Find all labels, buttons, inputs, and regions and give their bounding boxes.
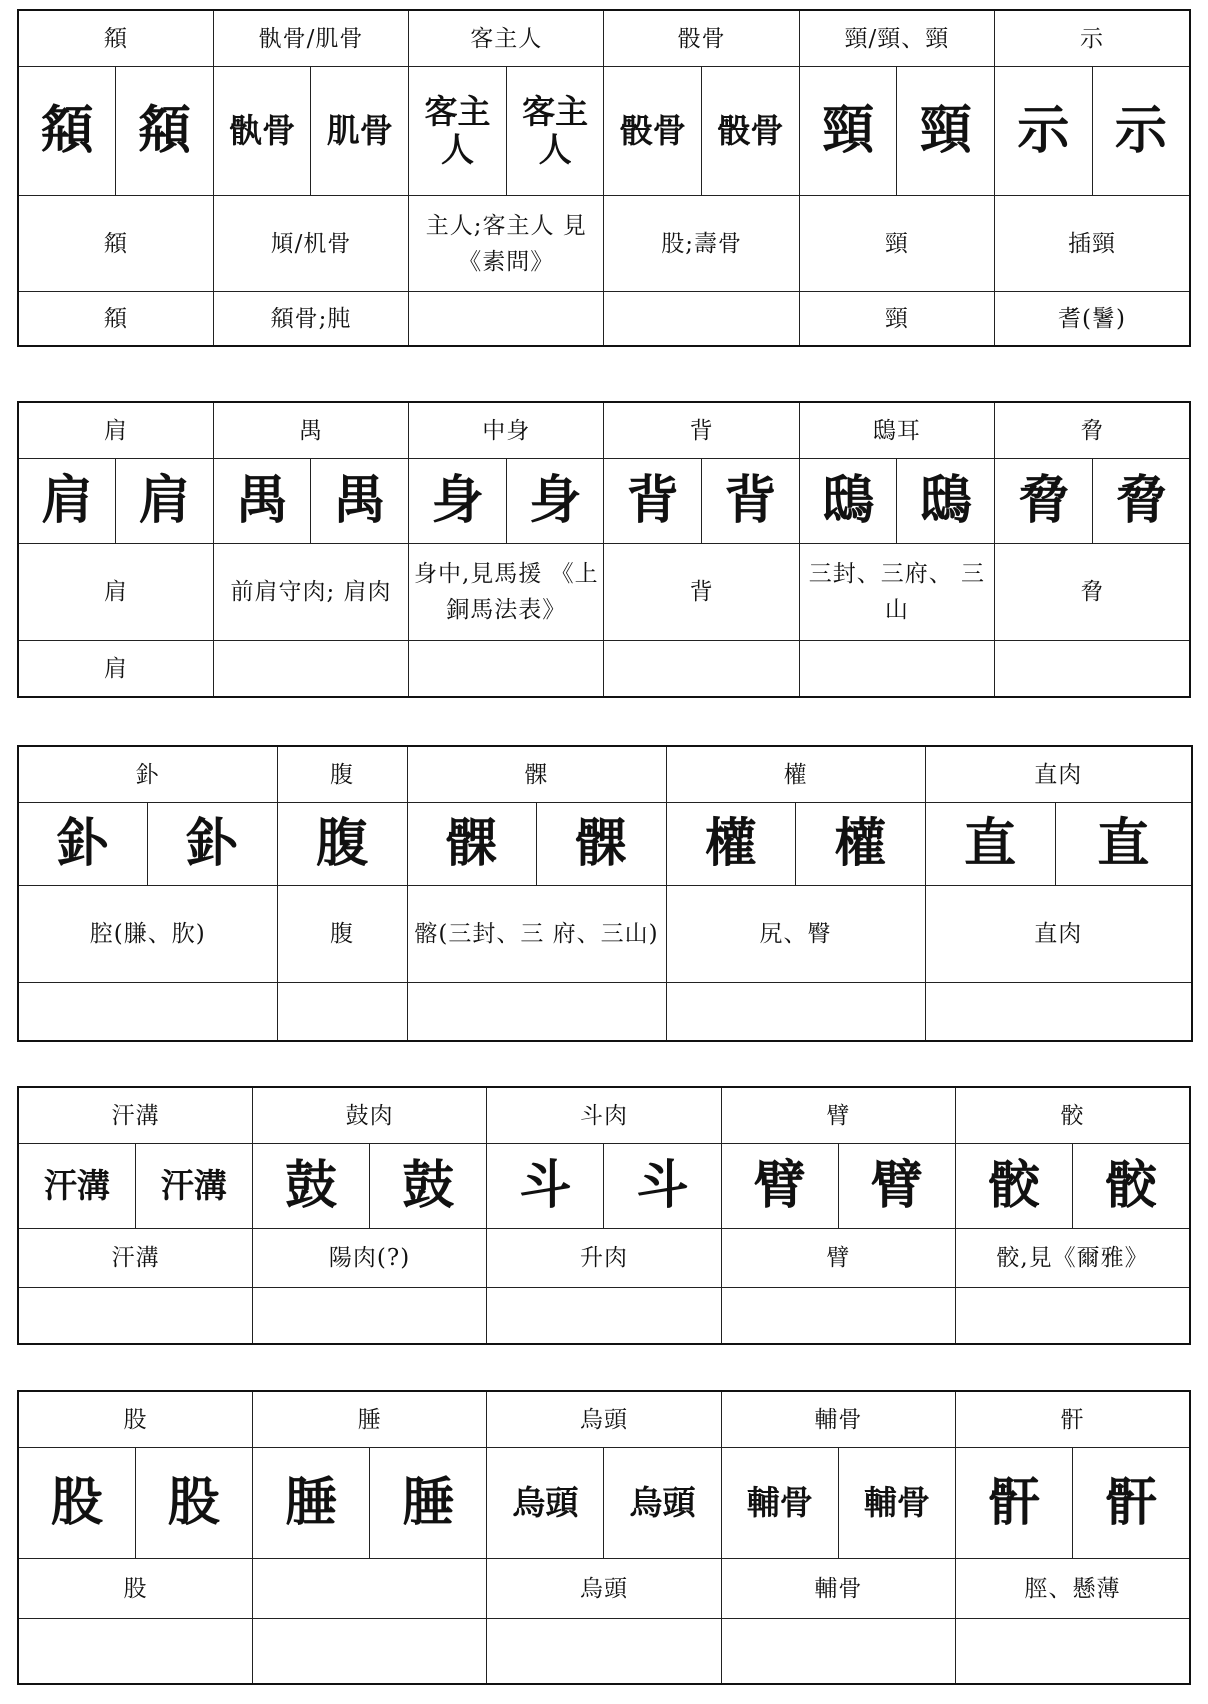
glyph-cell: 骭 [1073,1448,1190,1559]
glyph-cell: 骹 [1073,1144,1190,1229]
meaning-cell: 身中,見馬援 《上銅馬法表》 [409,544,604,641]
glyph-cell: 骰骨 [702,67,800,196]
glyph-cell: 臂 [721,1144,838,1229]
meaning-cell: 腹 [277,886,407,983]
meaning-cell: 插頸 [995,196,1190,292]
glyph-cell: 鴟 [799,459,897,544]
term-header: 鼓肉 [252,1087,486,1144]
term-header: 釙 [18,746,277,803]
glossary-table-1 [17,9,1191,347]
glyph-cell: 頯 [18,67,116,196]
glyph-cell: 禺 [311,459,409,544]
note-cell [18,1288,252,1345]
meaning-cell: 陽肉(?) [252,1229,486,1288]
meaning-cell: 主人;客主人 見《素問》 [409,196,604,292]
term-header: 骫骨/肌骨 [213,10,408,67]
note-cell: 肩 [18,641,213,698]
note-cell [487,1288,721,1345]
note-cell: 頸 [799,292,994,347]
glyph-cell: 肩 [18,459,116,544]
note-cell [213,641,408,698]
note-cell [487,1619,721,1685]
term-header: 鴟耳 [799,402,994,459]
glyph-cell: 禺 [213,459,311,544]
glyph-cell: 背 [604,459,702,544]
glyph-cell: 髁 [407,803,536,886]
glyph-cell: 斗 [487,1144,604,1229]
note-cell: 耆(鬐) [995,292,1190,347]
glyph-cell: 股 [18,1448,135,1559]
meaning-cell: 前肩守肉; 肩肉 [213,544,408,641]
glyph-cell: 骭 [956,1448,1073,1559]
term-header: 汗溝 [18,1087,252,1144]
meaning-cell: 骹,見《爾雅》 [956,1229,1191,1288]
meaning-cell: 腔(膁、肷) [18,886,277,983]
glyph-cell: 輔骨 [838,1448,955,1559]
note-cell [409,641,604,698]
note-cell [666,983,925,1042]
glyph-cell: 示 [1092,67,1190,196]
term-header: 中身 [409,402,604,459]
note-cell [721,1619,955,1685]
glyph-cell: 權 [666,803,795,886]
term-header: 腄 [252,1391,486,1448]
term-header: 權 [666,746,925,803]
glyph-cell: 釙 [18,803,147,886]
term-header: 骭 [956,1391,1191,1448]
term-header: 烏頭 [487,1391,721,1448]
glyph-cell: 身 [506,459,604,544]
note-cell [18,983,277,1042]
note-cell [956,1288,1191,1345]
meaning-cell: 直肉 [925,886,1192,983]
term-header: 臂 [721,1087,955,1144]
glossary-table-4 [17,1086,1191,1345]
glyph-cell: 頸 [799,67,897,196]
glyph-cell: 腄 [252,1448,369,1559]
meaning-cell: 頯 [18,196,213,292]
term-header: 示 [995,10,1190,67]
note-cell [604,292,799,347]
glyph-cell: 骫骨 [213,67,311,196]
meaning-cell: 股;壽骨 [604,196,799,292]
meaning-cell: 脅 [995,544,1190,641]
meaning-cell [252,1559,486,1619]
glyph-cell: 股 [135,1448,252,1559]
glossary-table-5 [17,1390,1191,1685]
meaning-cell: 汗溝 [18,1229,252,1288]
glyph-cell: 斗 [604,1144,721,1229]
meaning-cell: 頸 [799,196,994,292]
term-header: 禺 [213,402,408,459]
glyph-cell: 骹 [956,1144,1073,1229]
glyph-cell: 身 [409,459,507,544]
term-header: 髁 [407,746,666,803]
glyph-cell: 臂 [838,1144,955,1229]
meaning-cell: 頄/机骨 [213,196,408,292]
term-header: 骰骨 [604,10,799,67]
note-cell [995,641,1190,698]
note-cell [721,1288,955,1345]
glyph-cell: 汗溝 [18,1144,135,1229]
term-header: 頸/頸、頸 [799,10,994,67]
meaning-cell: 尻、臀 [666,886,925,983]
glossary-table-3 [17,745,1193,1042]
glyph-cell: 客主人 [409,67,507,196]
glyph-cell: 腹 [277,803,407,886]
note-cell: 頯骨;肫 [213,292,408,347]
glyph-cell: 頸 [897,67,995,196]
glyph-cell: 脅 [995,459,1093,544]
meaning-cell: 肩 [18,544,213,641]
note-cell [799,641,994,698]
glyph-cell: 脅 [1092,459,1190,544]
note-cell [18,1619,252,1685]
term-header: 脅 [995,402,1190,459]
meaning-cell: 髂(三封、三 府、三山) [407,886,666,983]
meaning-cell: 升肉 [487,1229,721,1288]
glyph-cell: 背 [702,459,800,544]
term-header: 骹 [956,1087,1191,1144]
glyph-cell: 直 [925,803,1055,886]
term-header: 背 [604,402,799,459]
note-cell [277,983,407,1042]
term-header: 輔骨 [721,1391,955,1448]
note-cell: 頯 [18,292,213,347]
note-cell [409,292,604,347]
glyph-cell: 鴟 [897,459,995,544]
glyph-cell: 烏頭 [604,1448,721,1559]
glyph-cell: 鼓 [370,1144,487,1229]
meaning-cell: 股 [18,1559,252,1619]
meaning-cell: 背 [604,544,799,641]
glyph-cell: 烏頭 [487,1448,604,1559]
glyph-cell: 客主人 [506,67,604,196]
glyph-cell: 汗溝 [135,1144,252,1229]
term-header: 腹 [277,746,407,803]
term-header: 直肉 [925,746,1192,803]
meaning-cell: 脛、懸薄 [956,1559,1191,1619]
glyph-cell: 頯 [116,67,214,196]
term-header: 頯 [18,10,213,67]
meaning-cell: 臂 [721,1229,955,1288]
glyph-cell: 輔骨 [721,1448,838,1559]
glyph-cell: 髁 [536,803,666,886]
term-header: 肩 [18,402,213,459]
glyph-cell: 權 [795,803,925,886]
glyph-cell: 腄 [370,1448,487,1559]
glyph-cell: 釙 [147,803,277,886]
glossary-table-2 [17,401,1191,698]
note-cell [956,1619,1191,1685]
note-cell [252,1288,486,1345]
note-cell [252,1619,486,1685]
meaning-cell: 輔骨 [721,1559,955,1619]
glyph-cell: 骰骨 [604,67,702,196]
note-cell [604,641,799,698]
term-header: 斗肉 [487,1087,721,1144]
glyph-cell: 直 [1055,803,1192,886]
glyph-cell: 肌骨 [311,67,409,196]
glyph-cell: 示 [995,67,1093,196]
glyph-cell: 肩 [116,459,214,544]
note-cell [407,983,666,1042]
note-cell [925,983,1192,1042]
term-header: 客主人 [409,10,604,67]
meaning-cell: 三封、三府、 三山 [799,544,994,641]
meaning-cell: 烏頭 [487,1559,721,1619]
glyph-cell: 鼓 [252,1144,369,1229]
term-header: 股 [18,1391,252,1448]
